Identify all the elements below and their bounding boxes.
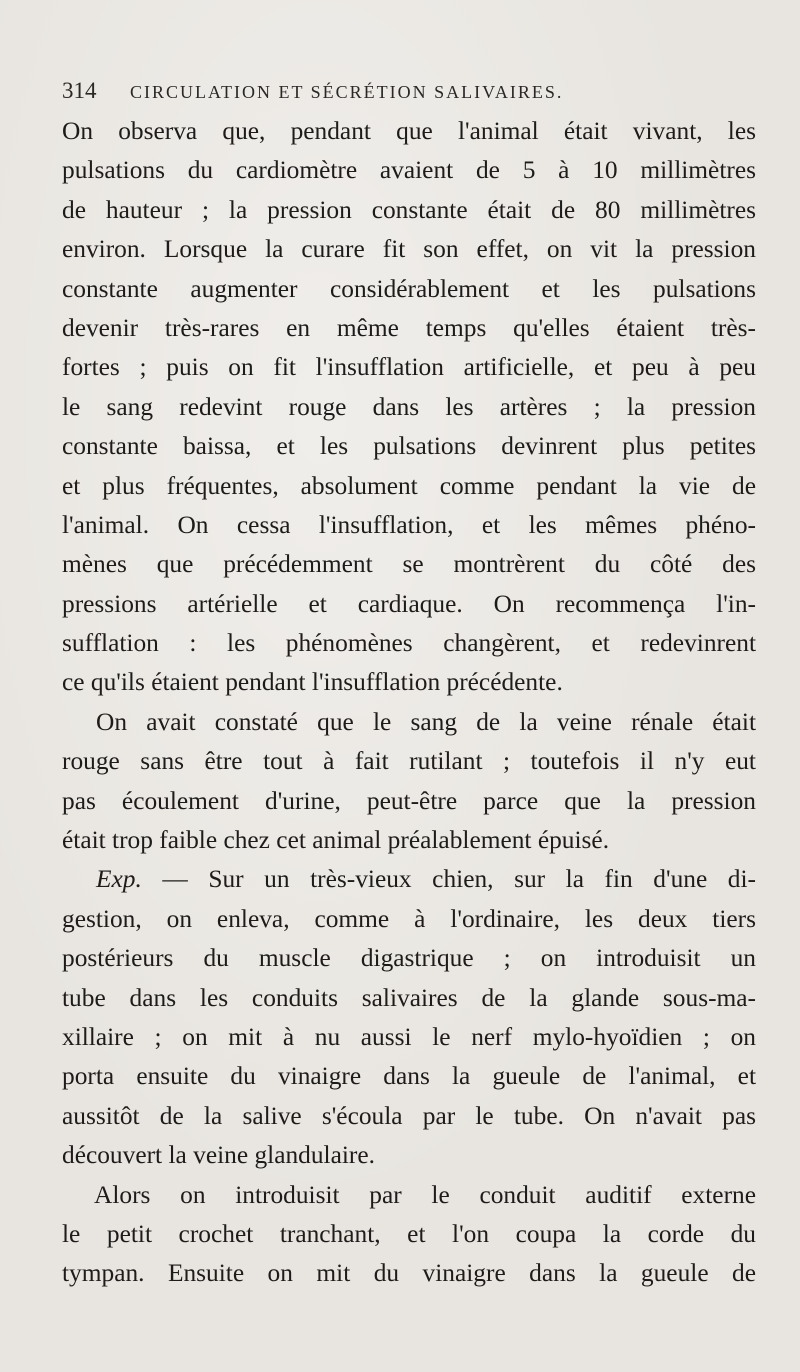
text-line: l'animal. On cessa l'insufflation, et les mêmes phéno- [62, 510, 756, 539]
text-line: Alors on introduisit par le conduit auditif externe [94, 1180, 756, 1209]
text-line: de hauteur ; la pression constante était de 80 millimètres [62, 195, 756, 224]
text-line: le sang redevint rouge dans les artères ; la pression [62, 392, 756, 421]
text-line: On avait constaté que le sang de la veine rénale était [96, 707, 756, 736]
text-line: fortes ; puis on fit l'insufflation artificielle, et peu à peu [62, 353, 756, 382]
text-line: gestion, on enleva, comme à l'ordinaire, les deux tiers [62, 904, 756, 933]
text-line: ce qu'ils étaient pendant l'insufflation précédente. [62, 668, 563, 697]
text-line: découvert la veine glandulaire. [62, 1141, 376, 1170]
text-line: tympan. Ensuite on mit du vinaigre dans la gueule de [62, 1259, 756, 1288]
text-line: pulsations du cardiomètre avaient de 5 à 10 millimètres [62, 156, 756, 185]
text-line: devenir très-rares en même temps qu'elles étaient très- [62, 313, 756, 342]
text-line: était trop faible chez cet animal préalablement épuisé. [62, 826, 610, 855]
text-line: On observa que, pendant que l'animal était vivant, les [62, 117, 756, 145]
text-line: environ. Lorsque la curare fit son effet, on vit la pression [62, 235, 756, 264]
text-line: xillaire ; on mit à nu aussi le nerf mylo-hyoïdien ; on [62, 1022, 756, 1051]
exp-line-rest: — Sur un très-vieux chien, sur la fin d'une di- [141, 865, 756, 894]
text-line: le petit crochet tranchant, et l'on coupa la corde du [62, 1219, 756, 1248]
text-line: mènes que précédemment se montrèrent du côté des [62, 550, 756, 579]
exp-label: Exp. [96, 865, 142, 894]
text-line: tube dans les conduits salivaires de la glande sous-ma- [62, 983, 756, 1012]
text-line: pas écoulement d'urine, peut-être parce que la pression [62, 786, 756, 815]
running-header [62, 78, 762, 108]
text-line: constante baissa, et les pulsations devinrent plus petites [62, 432, 756, 461]
text-line: porta ensuite du vinaigre dans la gueule de l'animal, et [62, 1062, 756, 1091]
text-line: constante augmenter considérablement et les pulsations [62, 274, 756, 303]
text-line: rouge sans être tout à fait rutilant ; toutefois il n'y eut [62, 747, 756, 776]
exp-paragraph-start [62, 860, 756, 899]
text-line: postérieurs du muscle digastrique ; on introduisit un [62, 944, 756, 973]
running-title: CIRCULATION ET SÉCRÉTION SALIVAIRES. [130, 82, 564, 102]
text-line: pressions artérielle et cardiaque. On recommença l'in- [62, 589, 756, 618]
text-line: aussitôt de la salive s'écoula par le tube. On n'avait pas [62, 1101, 756, 1130]
body-text [62, 112, 756, 1294]
text-line: et plus fréquentes, absolument comme pendant la vie de [62, 471, 756, 500]
page-number: 314 [62, 78, 97, 103]
text-line: sufflation : les phénomènes changèrent, et redevinrent [62, 629, 756, 658]
